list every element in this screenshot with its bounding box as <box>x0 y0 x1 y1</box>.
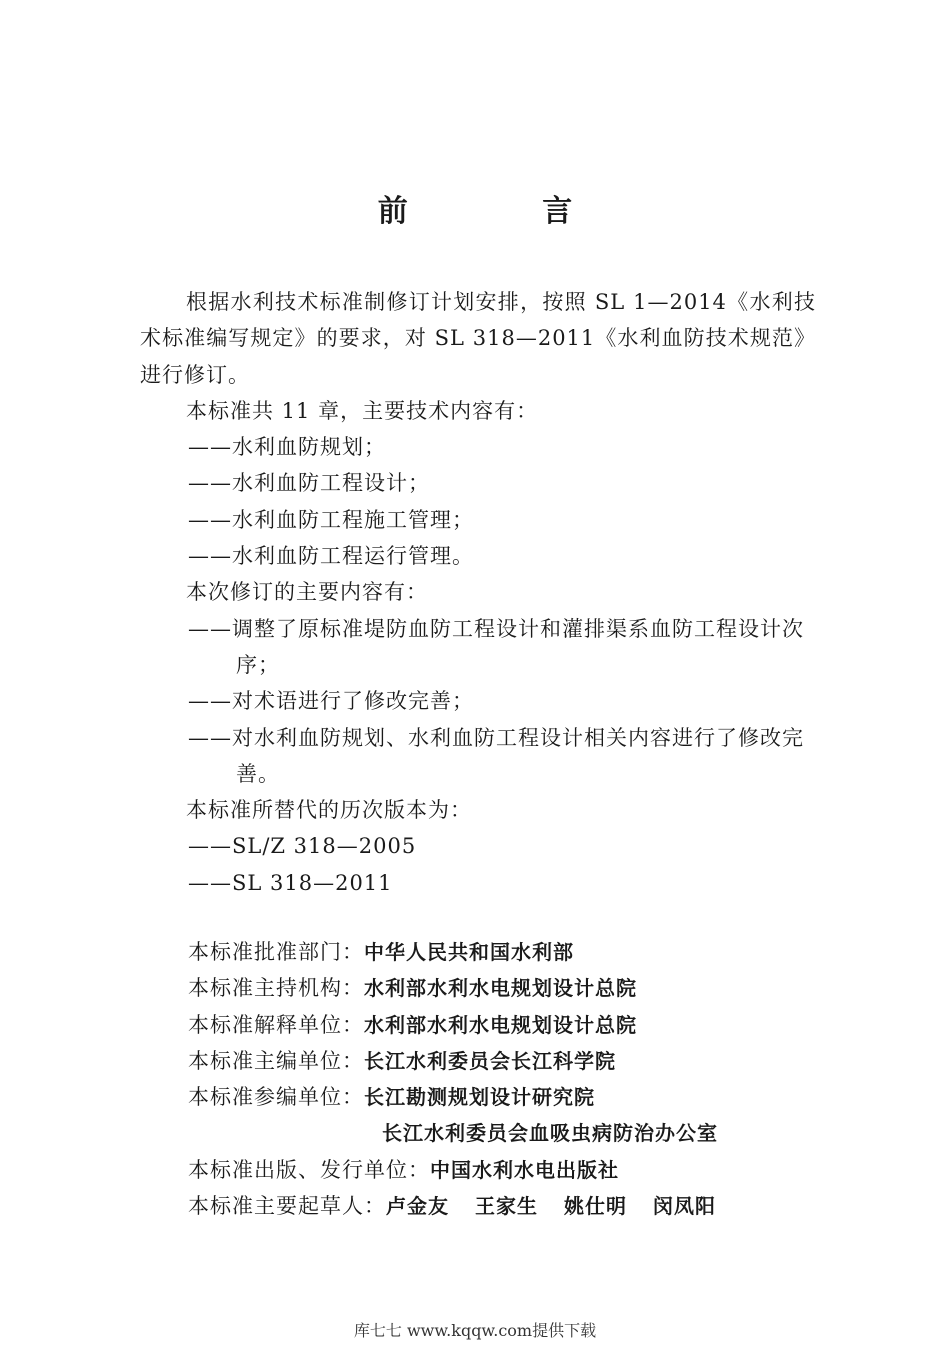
approval-label: 本标准批准部门： <box>188 940 364 964</box>
revision-paragraph: 本次修订的主要内容有： <box>186 580 428 605</box>
interpret-value: 水利部水利水电规划设计总院 <box>364 1012 637 1037</box>
list-item: ——对水利血防规划、水利血防工程设计相关内容进行了修改完善。 <box>188 725 804 786</box>
download-footer: 库七七 www.kqqw.com提供下载 <box>353 1321 597 1340</box>
chief-label: 本标准主编单位： <box>188 1048 364 1073</box>
list-item: ——对术语进行了修改完善； <box>188 689 474 714</box>
publisher-label: 本标准出版、发行单位： <box>188 1157 430 1182</box>
interpret-row <box>188 1007 828 1043</box>
participate-row-continued <box>188 1115 828 1151</box>
participate-value: 长江水利委员会血吸虫病防治办公室 <box>382 1121 718 1146</box>
approval-row <box>188 934 828 970</box>
intro-paragraph: 根据水利技术标准制修订计划安排，按照 SL 1—2014《水利技术标准编写规定》的要求，对 SL 318—2011《水利血防技术规范》进行修订。 <box>140 290 816 387</box>
drafter-name: 姚仕明 <box>564 1194 627 1219</box>
participate-row <box>188 1079 828 1115</box>
interpret-label: 本标准解释单位： <box>188 1012 364 1037</box>
list-item: ——水利血防工程运行管理。 <box>188 544 474 569</box>
drafters-row <box>188 1188 828 1224</box>
list-item: ——水利血防工程施工管理； <box>188 507 474 532</box>
approval-value: 中华人民共和国水利部 <box>364 940 574 964</box>
versions-paragraph: 本标准所替代的历次版本为： <box>186 798 472 823</box>
drafter-name: 闵凤阳 <box>653 1194 716 1219</box>
preface-body <box>140 284 816 901</box>
list-item: ——调整了原标准堤防血防工程设计和灌排渠系血防工程设计次序； <box>188 616 804 677</box>
host-value: 水利部水利水电规划设计总院 <box>364 976 637 1001</box>
list-item: ——水利血防工程设计； <box>188 471 430 496</box>
participate-label: 本标准参编单位： <box>188 1085 364 1110</box>
drafters-label: 本标准主要起草人： <box>188 1194 386 1219</box>
publisher-value: 中国水利水电出版社 <box>430 1157 619 1182</box>
list-item: ——SL 318—2011 <box>188 870 393 895</box>
drafter-name: 卢金友 <box>386 1194 449 1219</box>
standard-info <box>188 934 828 1224</box>
host-label: 本标准主持机构： <box>188 976 364 1001</box>
chief-value: 长江水利委员会长江科学院 <box>364 1048 616 1073</box>
list-item: ——水利血防规划； <box>188 435 386 460</box>
participate-value: 长江勘测规划设计研究院 <box>364 1085 595 1110</box>
publisher-row <box>188 1152 828 1188</box>
chief-row <box>188 1043 828 1079</box>
drafter-name: 王家生 <box>475 1194 538 1219</box>
host-row <box>188 970 828 1006</box>
page-title: 前 言 <box>377 194 635 229</box>
chapters-paragraph: 本标准共 11 章，主要技术内容有： <box>186 398 539 423</box>
list-item: ——SL/Z 318—2005 <box>188 834 417 859</box>
